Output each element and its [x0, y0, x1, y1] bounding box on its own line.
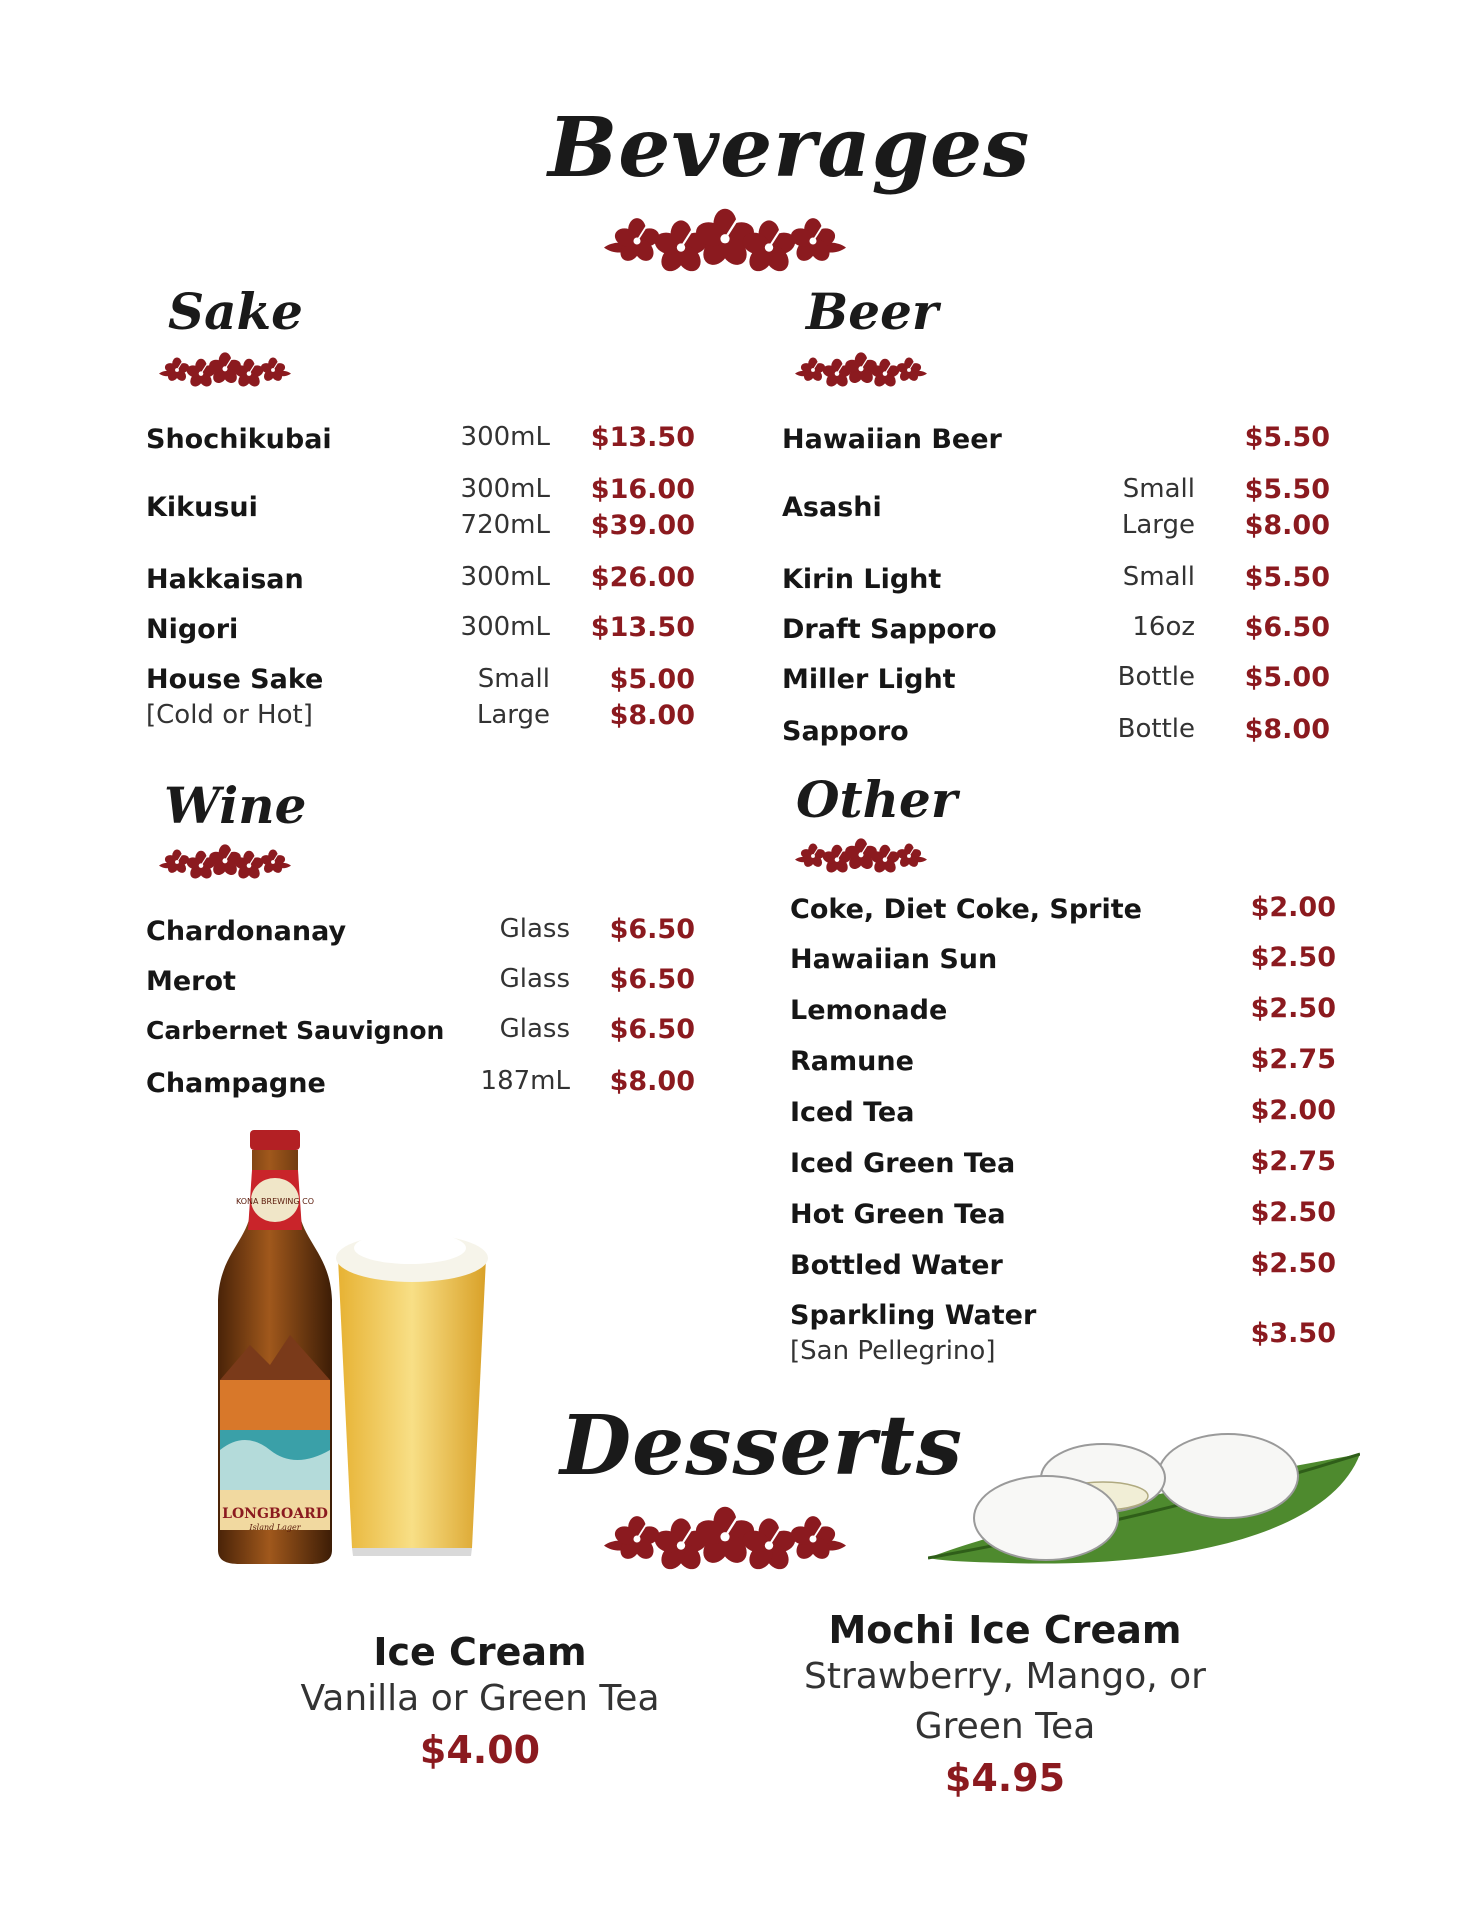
menu-item-size: Small	[1122, 474, 1195, 504]
menu-item-note: [Cold or Hot]	[146, 700, 313, 730]
menu-item-size: Glass	[499, 964, 570, 994]
menu-item-price: $2.50	[1250, 1197, 1336, 1228]
menu-item-price: $8.00	[609, 1066, 695, 1097]
menu-item-name: Carbernet Sauvignon	[146, 1016, 445, 1045]
hibiscus-garland-icon	[600, 1494, 850, 1584]
menu-item-name: Sapporo	[782, 716, 909, 747]
menu-item-price: $2.75	[1250, 1146, 1336, 1177]
menu-item-size: Glass	[499, 1014, 570, 1044]
menu-item-price: $2.00	[1250, 1095, 1336, 1126]
menu-item-size: Large	[1121, 510, 1195, 540]
menu-item-size: Small	[1122, 562, 1195, 592]
other-section-title: Other	[796, 770, 958, 829]
menu-item-size: Small	[477, 664, 550, 694]
hibiscus-garland-icon	[786, 340, 936, 400]
menu-item-price: $6.50	[609, 914, 695, 945]
menu-item-price: $8.00	[1244, 714, 1330, 745]
menu-item-name: Bottled Water	[790, 1250, 1003, 1281]
menu-item-price: $16.00	[590, 474, 695, 505]
menu-item-name: Hakkaisan	[146, 564, 304, 595]
menu-item-size: 187mL	[480, 1066, 570, 1096]
menu-item-price: $39.00	[590, 510, 695, 541]
menu-item-price: $8.00	[1244, 510, 1330, 541]
menu-item-name: Champagne	[146, 1068, 326, 1099]
menu-item-price: $2.50	[1250, 1248, 1336, 1279]
beer-glass-image	[332, 1228, 492, 1558]
menu-item-size: 300mL	[460, 474, 550, 504]
menu-item-price: $5.50	[1244, 422, 1330, 453]
menu-item-size: 300mL	[460, 562, 550, 592]
menu-item-name: Iced Tea	[790, 1097, 915, 1128]
beer-section-title: Beer	[806, 282, 939, 341]
menu-item-price: $2.50	[1250, 993, 1336, 1024]
menu-item-name: Kikusui	[146, 492, 258, 523]
dessert-desc: Vanilla or Green Tea	[300, 1678, 660, 1719]
menu-item-name: Coke, Diet Coke, Sprite	[790, 894, 1142, 925]
menu-item-price: $3.50	[1250, 1318, 1336, 1349]
menu-item-name: Miller Light	[782, 664, 956, 695]
menu-item-name: Chardonanay	[146, 916, 347, 947]
mochi-image	[928, 1418, 1360, 1578]
menu-item-price: $6.50	[609, 1014, 695, 1045]
menu-item-note: [San Pellegrino]	[790, 1336, 996, 1366]
menu-item-price: $5.50	[1244, 474, 1330, 505]
menu-item-size: 16oz	[1132, 612, 1195, 642]
dessert-price: $4.00	[419, 1728, 541, 1772]
menu-item-size: 300mL	[460, 422, 550, 452]
menu-item-price: $13.50	[590, 612, 695, 643]
menu-item-name: Draft Sapporo	[782, 614, 997, 645]
menu-item-size: Bottle	[1117, 714, 1195, 744]
menu-item-price: $5.00	[609, 664, 695, 695]
hibiscus-garland-icon	[600, 196, 850, 286]
menu-item-price: $5.50	[1244, 562, 1330, 593]
menu-item-size: 720mL	[460, 510, 550, 540]
dessert-name: Mochi Ice Cream	[828, 1608, 1182, 1652]
beer-brand-text: KONA BREWING CO	[235, 1197, 315, 1206]
menu-item-name: Sparkling Water	[790, 1300, 1037, 1331]
menu-item-name: Hawaiian Beer	[782, 424, 1002, 455]
dessert-desc: Strawberry, Mango, or	[804, 1656, 1206, 1697]
menu-item-name: Shochikubai	[146, 424, 332, 455]
page-title: Beverages	[548, 100, 1031, 196]
menu-item-price: $6.50	[1244, 612, 1330, 643]
menu-item-price: $2.75	[1250, 1044, 1336, 1075]
menu-item-size: Bottle	[1117, 662, 1195, 692]
beer-sublabel-text: Island Lager	[249, 1523, 301, 1532]
beer-bottle-image	[210, 1130, 340, 1565]
menu-item-name: Iced Green Tea	[790, 1148, 1016, 1179]
menu-item-name: Hot Green Tea	[790, 1199, 1006, 1230]
sake-section-title: Sake	[168, 282, 303, 341]
menu-item-size: 300mL	[460, 612, 550, 642]
menu-item-name: Nigori	[146, 614, 239, 645]
dessert-price: $4.95	[944, 1756, 1066, 1800]
menu-item-price: $2.50	[1250, 942, 1336, 973]
menu-item-size: Large	[476, 700, 550, 730]
menu-item-name: House Sake	[146, 664, 324, 695]
menu-item-name: Ramune	[790, 1046, 914, 1077]
menu-item-name: Asashi	[782, 492, 882, 523]
dessert-desc: Green Tea	[914, 1706, 1096, 1747]
dessert-name: Ice Cream	[373, 1630, 587, 1674]
menu-item-name: Hawaiian Sun	[790, 944, 998, 975]
menu-item-price: $26.00	[590, 562, 695, 593]
wine-section-title: Wine	[164, 776, 307, 835]
menu-item-size: Glass	[499, 914, 570, 944]
hibiscus-garland-icon	[150, 832, 300, 892]
menu-item-price: $5.00	[1244, 662, 1330, 693]
hibiscus-garland-icon	[786, 826, 936, 886]
menu-item-name: Lemonade	[790, 995, 948, 1026]
menu-item-name: Merot	[146, 966, 236, 997]
beer-label-text: LONGBOARD	[222, 1506, 328, 1522]
menu-item-price: $13.50	[590, 422, 695, 453]
menu-item-name: Kirin Light	[782, 564, 942, 595]
hibiscus-garland-icon	[150, 340, 300, 400]
menu-item-price: $8.00	[609, 700, 695, 731]
menu-item-price: $2.00	[1250, 892, 1336, 923]
desserts-title: Desserts	[560, 1398, 964, 1494]
menu-item-price: $6.50	[609, 964, 695, 995]
